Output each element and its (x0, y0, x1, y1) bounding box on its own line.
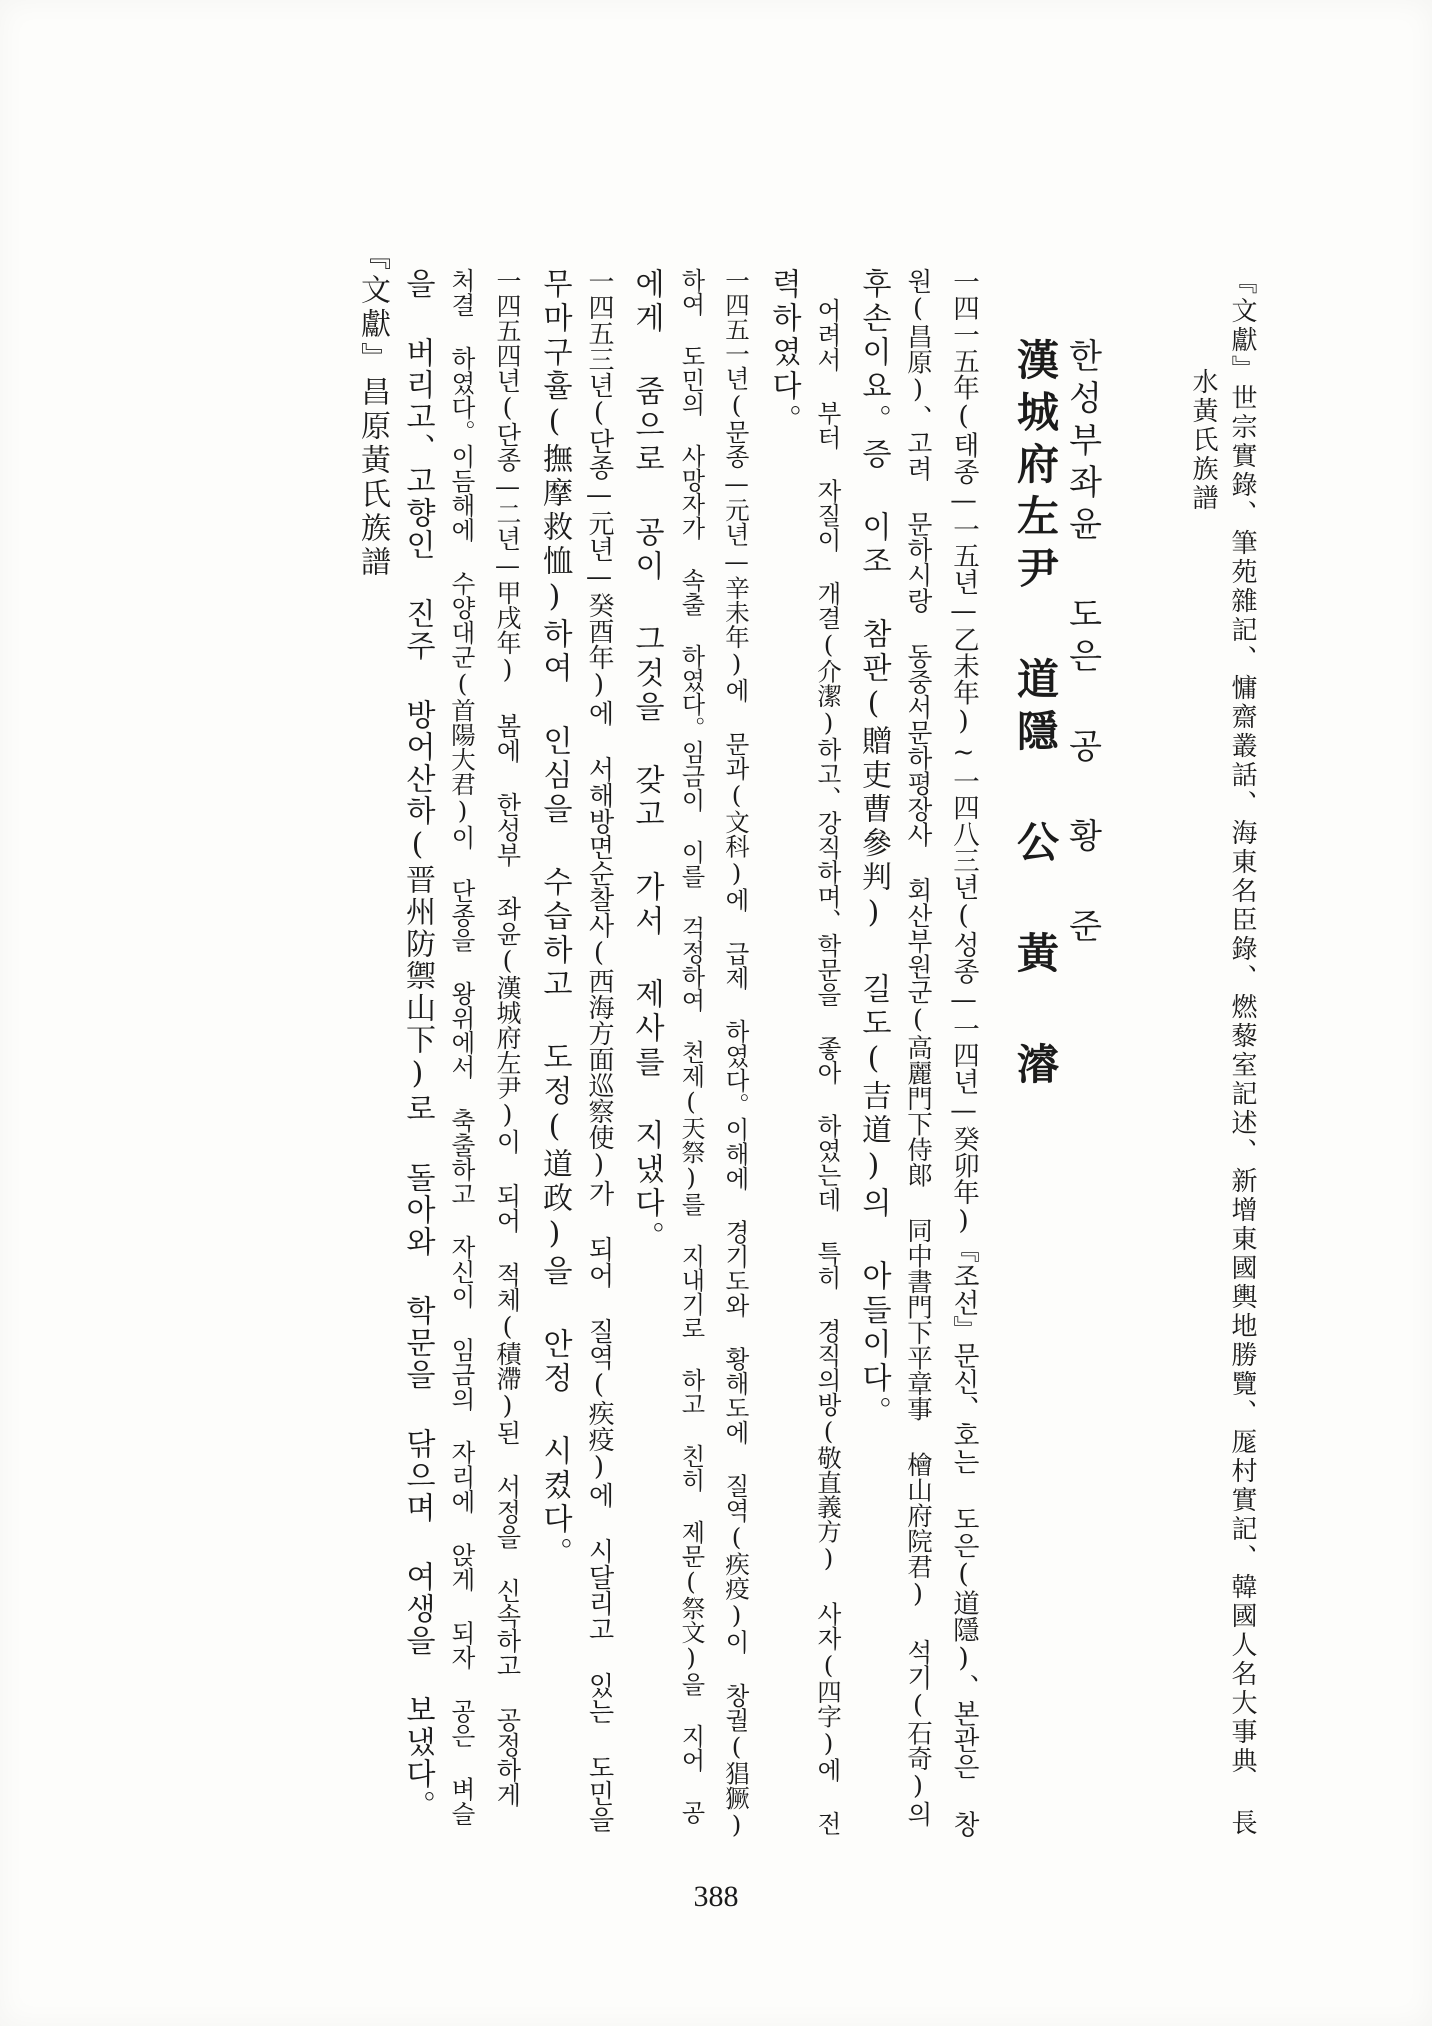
body-line-11: 一四五四년(단종—二년—甲戌年) 봄에 한성부 좌윤(漢城府左尹)이 되어 적체(積滯)된 서정을 신속하고 공정하게 (493, 268, 522, 1807)
page-number: 388 (693, 1880, 739, 1913)
body-line-5: 력하였다。 (766, 268, 801, 438)
reference-line: 『文獻』昌原黃氏族譜 (355, 240, 390, 580)
sources-line-2: 水黃氏族譜 (1188, 368, 1218, 513)
body-line-1: 一四一五年(태종—一五년—乙未年)~一四八三년(성종—一四년—癸卯年)『조선』문신、호는 도은(道隱)、본관은 창 (948, 268, 979, 1837)
body-line-4: 어려서 부터 자질이 개결(介潔)하고、강직하며、학문을 좋아 하였는데 특히 경직의방(敬直義方) 사자(四字)에 전 (814, 298, 843, 1836)
body-line-9: 一四五三년(단종—元년—癸酉年)에 서해방면순찰사(西海方面巡察使)가 되어 질역(疾疫)에 시달리고 있는 도민을 (584, 268, 614, 1832)
body-line-10: 무마구휼(撫摩救恤)하여 인심을 수습하고 도정(道政)을 안정 시켰다。 (537, 268, 572, 1571)
body-line-8: 에게 줌으로 공이 그것을 갖고 가서 제사를 지냈다。 (629, 268, 664, 1255)
body-line-12: 처결 하였다。이듬해에 수양대군(首陽大君)이 단종을 왕위에서 축출하고 자신이 임금의 자리에 앉게 되자 공은 벼슬 (448, 268, 477, 1826)
title-hanja: 漢城府左尹 道隱 公 黃 濬 (1011, 338, 1060, 1094)
body-line-13: 을 버리고、고향인 진주 방어산하(晋州防禦山下)로 돌아와 학문을 닦으며 여생을 보냈다。 (400, 268, 435, 1822)
body-line-2: 원(昌原)、고려 문하시랑 동중서문하평장사 회산부원군(高麗門下侍郞 同中書門下平章事 檜山府院君) 석기(石奇)의 (903, 268, 933, 1827)
sources-line-1: 『文獻』世宗實錄、筆苑雜記、慵齋叢話、海東名臣錄、燃藜室記述、新增東國輿地勝覽、厖村實記、韓國人名大事典 長 (1227, 268, 1257, 1838)
body-line-6: 一四五一년(문종—元년—辛未年)에 문과(文科)에 급제 하였다。이해에 경기도와 황해도에 질역(疾疫)이 창궐(猖獗) (722, 268, 751, 1839)
body-line-3: 후손이요。증 이조 참판(贈吏曹參判) 길도(吉道)의 아들이다。 (856, 268, 891, 1430)
body-line-7: 하여 도민의 사망자가 속출 하였다。임금이 이를 걱정하여 천제(天祭)를 지내기로 하고 친히 제문(祭文)을 지어 공 (677, 268, 705, 1824)
title-hangul: 한성부좌윤 도은 공 황 준 (1062, 338, 1102, 950)
